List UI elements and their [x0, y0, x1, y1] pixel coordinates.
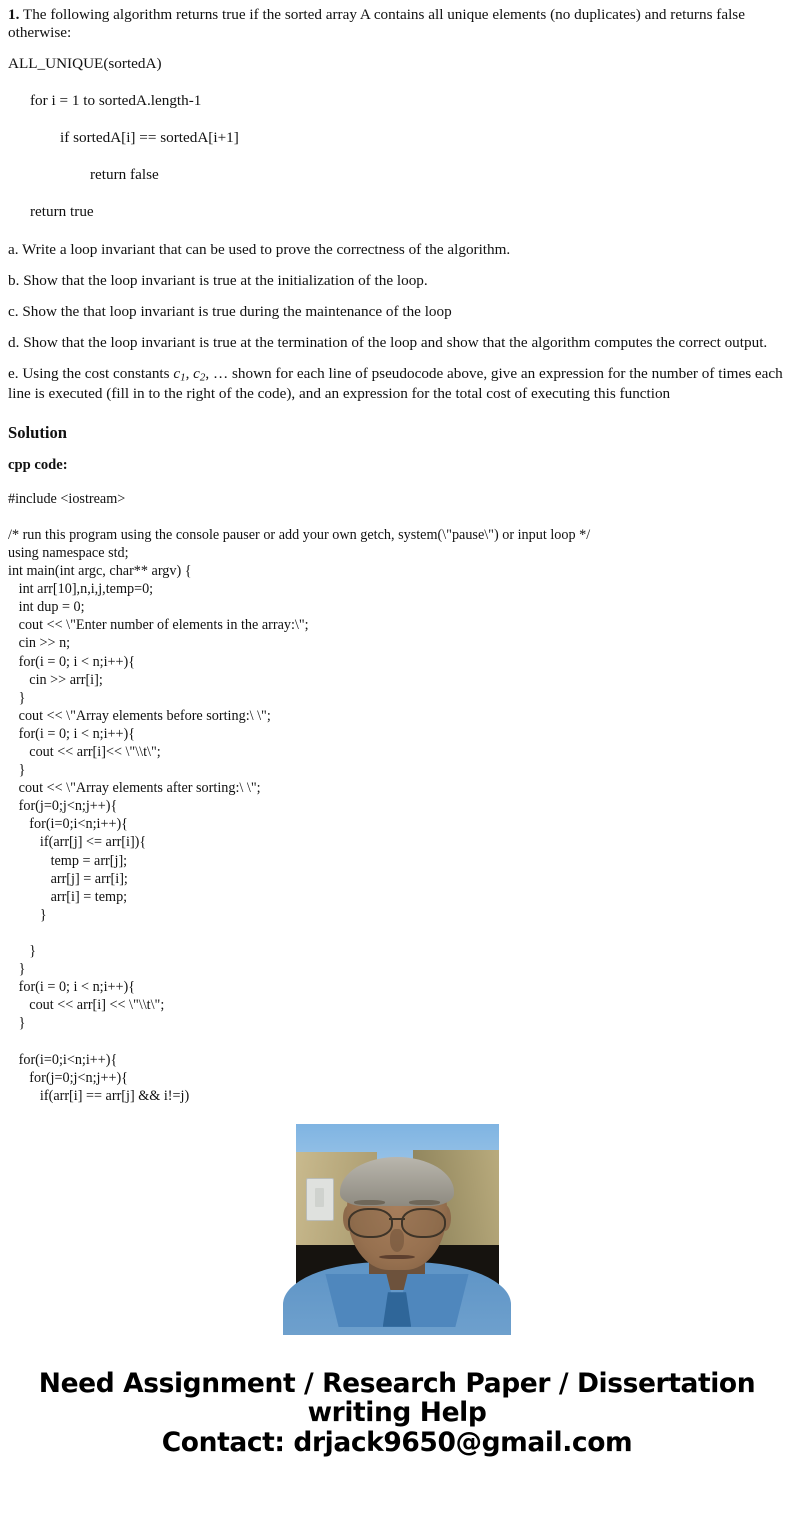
- photo-eyebrow-left: [354, 1200, 384, 1205]
- footer-line-3: Contact: drjack9650@gmail.com: [161, 1427, 633, 1459]
- code-line: }: [8, 961, 26, 978]
- question-part-d: d. Show that the loop invariant is true at the termination of the loop and show that the algorithm computes the correct output.: [8, 333, 768, 351]
- part-e-lead: e. Using the cost constants: [8, 364, 174, 382]
- code-line: int arr[10],n,i,j,temp=0;: [8, 581, 154, 598]
- question-intro-paragraph: [8, 6, 784, 42]
- code-line: [8, 1033, 794, 1051]
- pseudocode-line-1: for i = 1 to sortedA.length-1: [30, 92, 202, 110]
- part-e-sep: ,: [185, 364, 194, 382]
- code-line: }: [8, 1015, 26, 1032]
- code-line: }: [8, 943, 37, 960]
- code-line: for(j=0;j<n;j++){: [8, 1069, 128, 1086]
- cpp-code-block: [0, 490, 794, 1104]
- solution-heading: Solution: [8, 422, 68, 442]
- question-part-c: c. Show the that loop invariant is true during the maintenance of the loop: [8, 302, 452, 320]
- code-line: for(i = 0; i < n;i++){: [8, 979, 136, 996]
- code-line: for(i = 0; i < n;i++){: [8, 653, 136, 670]
- question-part-a: a. Write a loop invariant that can be used to prove the correctness of the algorithm.: [8, 240, 511, 258]
- code-line: arr[j] = arr[i];: [8, 870, 128, 887]
- code-line: cin >> n;: [8, 635, 71, 652]
- photo-lens-left: [348, 1208, 393, 1238]
- code-line: for(i = 0; i < n;i++){: [8, 725, 136, 742]
- avatar: [296, 1124, 499, 1327]
- cost-constant-c1: $c_1$: [173, 364, 186, 384]
- code-line: #include <iostream>: [8, 490, 126, 507]
- pseudocode-line-0: ALL_UNIQUE(sortedA): [8, 55, 162, 73]
- code-line: arr[i] = temp;: [8, 888, 128, 905]
- code-line: }: [8, 689, 26, 706]
- pseudocode-line-2: if sortedA[i] == sortedA[i+1]: [60, 129, 239, 147]
- question-part-b: b. Show that the loop invariant is true at the initialization of the loop.: [8, 271, 428, 289]
- photo-eyebrow-right: [409, 1200, 439, 1205]
- pseudocode-line-3: return false: [90, 166, 159, 184]
- portrait-row: [0, 1124, 794, 1327]
- code-line: /* run this program using the console pauser or add your own getch, system(\"pause\") or input loop */: [8, 526, 591, 543]
- code-line: }: [8, 906, 47, 923]
- code-line: if(arr[j] <= arr[i]){: [8, 834, 147, 851]
- code-line: [8, 924, 794, 942]
- code-line: [8, 508, 794, 526]
- photo-glasses-bridge: [389, 1218, 405, 1220]
- cpp-code-subheading: cpp code:: [8, 456, 68, 473]
- code-line: int dup = 0;: [8, 599, 85, 616]
- code-line: temp = arr[j];: [8, 852, 128, 869]
- code-line: if(arr[i] == arr[j] && i!=j): [8, 1087, 190, 1104]
- code-line: for(j=0;j<n;j++){: [8, 798, 118, 815]
- part-e-tail: , … shown for each line of pseudocode above, give an expression for the number of times each line is executed (fill in to the right of the code), and an expression for the total cost of executing this function: [8, 364, 783, 402]
- code-line: }: [8, 762, 26, 779]
- photo-lens-right: [401, 1208, 446, 1238]
- code-line: for(i=0;i<n;i++){: [8, 816, 128, 833]
- footer-line-1: Need Assignment / Research Paper / Dissertation: [38, 1367, 756, 1399]
- photo-wall-switch: [306, 1178, 334, 1221]
- pseudocode-line-4: return true: [30, 203, 94, 221]
- question-block: [0, 0, 794, 403]
- question-intro-text: The following algorithm returns true if the sorted array A contains all unique elements (no duplicates) and returns false otherwise:: [8, 6, 745, 42]
- pseudocode-block: [8, 55, 784, 221]
- code-line: for(i=0;i<n;i++){: [8, 1051, 118, 1068]
- cost-constant-c2: $c_2$: [193, 364, 206, 384]
- code-line: int main(int argc, char** argv) {: [8, 563, 192, 580]
- code-line: cout << \"Array elements before sorting:\ \";: [8, 707, 271, 724]
- code-line: cout << \"Enter number of elements in the array:\";: [8, 617, 309, 634]
- code-line: cout << arr[i]<< \"\\t\";: [8, 744, 161, 760]
- code-line: cout << arr[i] << \"\\t\";: [8, 997, 165, 1014]
- code-line: using namespace std;: [8, 544, 129, 561]
- promo-footer: [0, 1369, 794, 1458]
- footer-line-2: writing Help: [307, 1397, 487, 1429]
- question-part-e: [8, 365, 784, 403]
- code-line: cout << \"Array elements after sorting:\ \";: [8, 780, 261, 797]
- question-number: 1.: [8, 6, 20, 23]
- code-line: cin >> arr[i];: [8, 671, 103, 688]
- photo-nose: [390, 1229, 404, 1251]
